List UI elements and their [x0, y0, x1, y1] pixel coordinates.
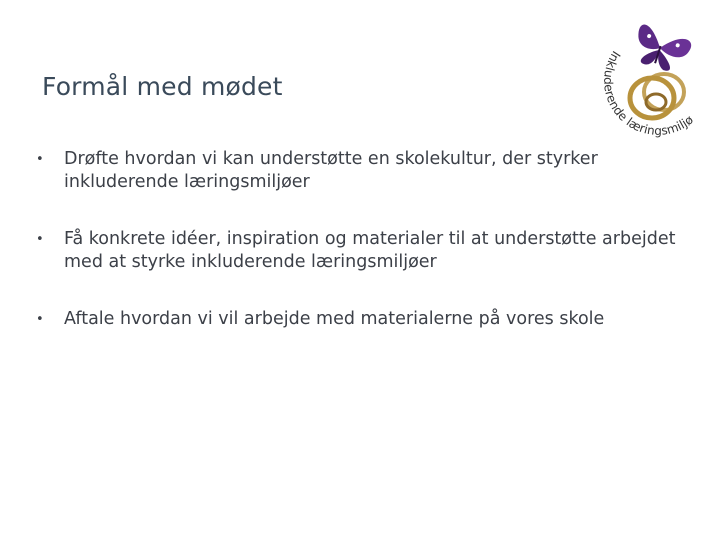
bullet-text: Drøfte hvordan vi kan understøtte en skolekultur, der styrker inkluderende læringsmiljøer: [64, 149, 598, 192]
bullet-item: [36, 308, 696, 331]
bullet-list: [36, 148, 696, 365]
bullet-marker: •: [36, 152, 44, 167]
bullet-item: [36, 148, 696, 194]
bullet-marker: •: [36, 232, 44, 247]
bullet-text: Få konkrete idéer, inspiration og materialer til at understøtte arbejdet med at styrke inkluderende læringsmiljøer: [64, 229, 676, 272]
bullet-item: [36, 228, 696, 274]
bullet-text: Aftale hvordan vi vil arbejde med materialerne på vores skole: [64, 309, 605, 329]
bullet-marker: •: [36, 312, 44, 327]
logo: [590, 8, 716, 148]
slide-title: Formål med mødet: [42, 72, 283, 101]
rings-icon: [630, 74, 684, 118]
svg-text:Inkluderende læringsmiljø: Inkluderende læringsmiljø: [601, 48, 696, 138]
butterfly-icon: [629, 23, 693, 76]
